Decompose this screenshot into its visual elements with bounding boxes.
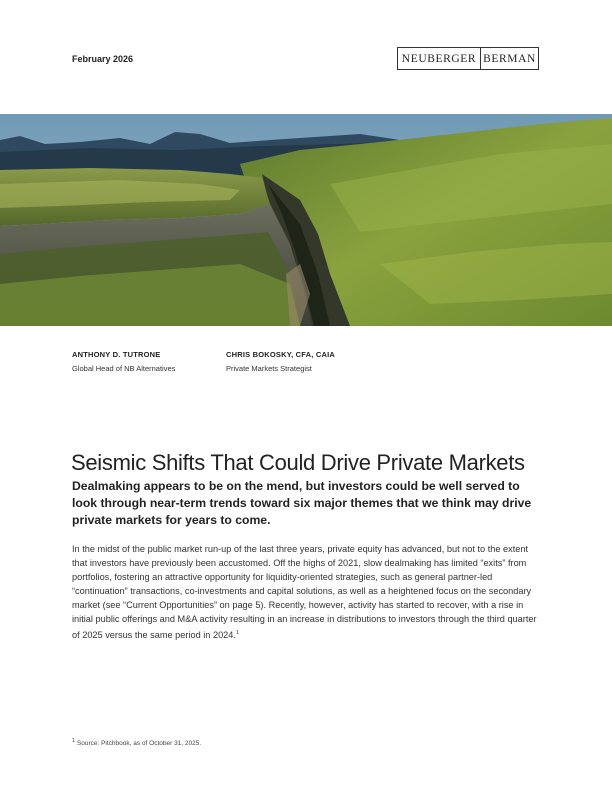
- article-body-text: In the midst of the public market run-up of the last three years, private equity has advanced, but not to the extent that investors have previously been accustomed. Off the highs of 2021, slow dealmaking has limited “exits” from portfolios, fostering an attractive opportunity for liquidity-oriented strategies, such as general partner-led “continuation” transactions, co-investments and capital solutions, as well as a heightened focus on the secondary market (see “Current Opportunities” on page 5). Recently, however, activity has started to recover, with a rise in initial public offerings and M&A activity resulting in an increase in distributions to investors through the third quarter of 2025 versus the same period in 2024.: [72, 544, 537, 641]
- author-block: [226, 350, 335, 373]
- article-body: [72, 542, 542, 642]
- logo-word-right: BERMAN: [483, 52, 536, 65]
- article-title: Seismic Shifts That Could Drive Private Markets: [71, 450, 525, 475]
- publication-date: February 2026: [72, 54, 134, 64]
- footnote-reference: 1: [235, 630, 240, 636]
- footnote: [72, 738, 201, 747]
- author-name: CHRIS BOKOSKY, CFA, CAIA: [226, 350, 335, 359]
- footnote-text: Source: Pitchbook, as of October 31, 2025.: [76, 740, 202, 748]
- footnote-marker: 1: [72, 738, 76, 744]
- author-role: Private Markets Strategist: [226, 364, 312, 373]
- hero-landscape-image: [0, 114, 612, 326]
- company-logo: [397, 47, 539, 70]
- logo-word-left: NEUBERGER: [398, 48, 481, 69]
- author-block: [72, 350, 175, 373]
- article-subtitle: Dealmaking appears to be on the mend, but investors could be well served to look through near-term trends toward six major themes that we think may drive private markets for years to come.: [72, 479, 532, 527]
- author-name: ANTHONY D. TUTRONE: [72, 350, 161, 359]
- author-role: Global Head of NB Alternatives: [72, 364, 176, 373]
